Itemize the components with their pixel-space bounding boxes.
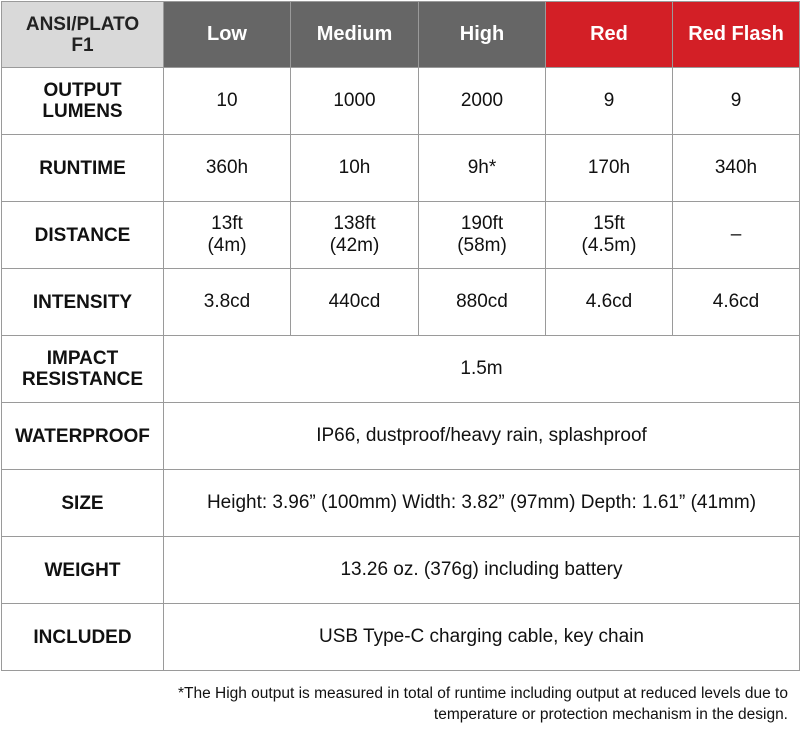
table-row — [2, 269, 800, 336]
cell-line: (58m) — [457, 235, 507, 256]
table-cell-merged: IP66, dustproof/heavy rain, splashproof — [164, 403, 800, 470]
cell-line: – — [730, 224, 742, 245]
table-cell — [419, 202, 546, 269]
row-label-runtime: RUNTIME — [2, 135, 164, 202]
table-cell: 3.8cd — [164, 269, 291, 336]
col-header-red-flash: Red Flash — [673, 2, 800, 68]
cell-line: 190ft — [460, 213, 504, 234]
col-header-high: High — [419, 2, 546, 68]
table-cell-merged: Height: 3.96” (100mm) Width: 3.82” (97mm) Depth: 1.61” (41mm) — [164, 470, 800, 537]
table-row — [2, 604, 800, 671]
row-label-included: INCLUDED — [2, 604, 164, 671]
table-row — [2, 135, 800, 202]
table-cell: 440cd — [291, 269, 419, 336]
table-row — [2, 68, 800, 135]
table-cell: 2000 — [419, 68, 546, 135]
corner-label-line2: F1 — [71, 34, 94, 56]
row-label-waterproof: WATERPROOF — [2, 403, 164, 470]
specs-table — [1, 1, 800, 671]
table-row — [2, 202, 800, 269]
table-cell: 9 — [546, 68, 673, 135]
table-cell: 9 — [673, 68, 800, 135]
table-row — [2, 470, 800, 537]
table-row — [2, 537, 800, 604]
table-cell: 360h — [164, 135, 291, 202]
row-label-distance: DISTANCE — [2, 202, 164, 269]
row-label-output — [2, 68, 164, 135]
table-cell — [546, 202, 673, 269]
table-cell: 10h — [291, 135, 419, 202]
table-cell: 10 — [164, 68, 291, 135]
cell-line: (4m) — [207, 235, 247, 256]
table-cell — [164, 202, 291, 269]
row-label-line: OUTPUT — [43, 80, 122, 101]
table-cell-merged: 13.26 oz. (376g) including battery — [164, 537, 800, 604]
table-cell: 880cd — [419, 269, 546, 336]
corner-header — [2, 2, 164, 68]
col-header-medium: Medium — [291, 2, 419, 68]
row-label-intensity: INTENSITY — [2, 269, 164, 336]
cell-line: (4.5m) — [581, 235, 637, 256]
corner-label-line1: ANSI/PLATO — [25, 13, 140, 35]
row-label-line: IMPACT — [46, 348, 119, 369]
footnote-line2: temperature or protection mechanism in the design. — [433, 706, 788, 723]
table-cell: 340h — [673, 135, 800, 202]
footnote-line1: *The High output is measured in total of runtime including output at reduced levels due to — [177, 685, 788, 702]
cell-line: 138ft — [333, 213, 376, 234]
table-cell: 9h* — [419, 135, 546, 202]
row-label-size: SIZE — [2, 470, 164, 537]
header-row — [2, 2, 800, 68]
row-label-impact — [2, 336, 164, 403]
row-label-weight: WEIGHT — [2, 537, 164, 604]
table-cell: 4.6cd — [673, 269, 800, 336]
table-cell-merged: 1.5m — [164, 336, 800, 403]
row-label-line: LUMENS — [42, 101, 123, 122]
col-header-red: Red — [546, 2, 673, 68]
col-header-low: Low — [164, 2, 291, 68]
cell-line: 15ft — [593, 213, 625, 234]
table-cell: 170h — [546, 135, 673, 202]
footnote — [0, 683, 788, 725]
table-cell: 4.6cd — [546, 269, 673, 336]
table-row — [2, 336, 800, 403]
table-cell-merged: USB Type-C charging cable, key chain — [164, 604, 800, 671]
table-cell: 1000 — [291, 68, 419, 135]
table-row — [2, 403, 800, 470]
cell-line: 13ft — [211, 213, 243, 234]
row-label-line: RESISTANCE — [21, 369, 144, 390]
cell-line: (42m) — [329, 235, 380, 256]
table-cell — [673, 202, 800, 269]
table-cell — [291, 202, 419, 269]
